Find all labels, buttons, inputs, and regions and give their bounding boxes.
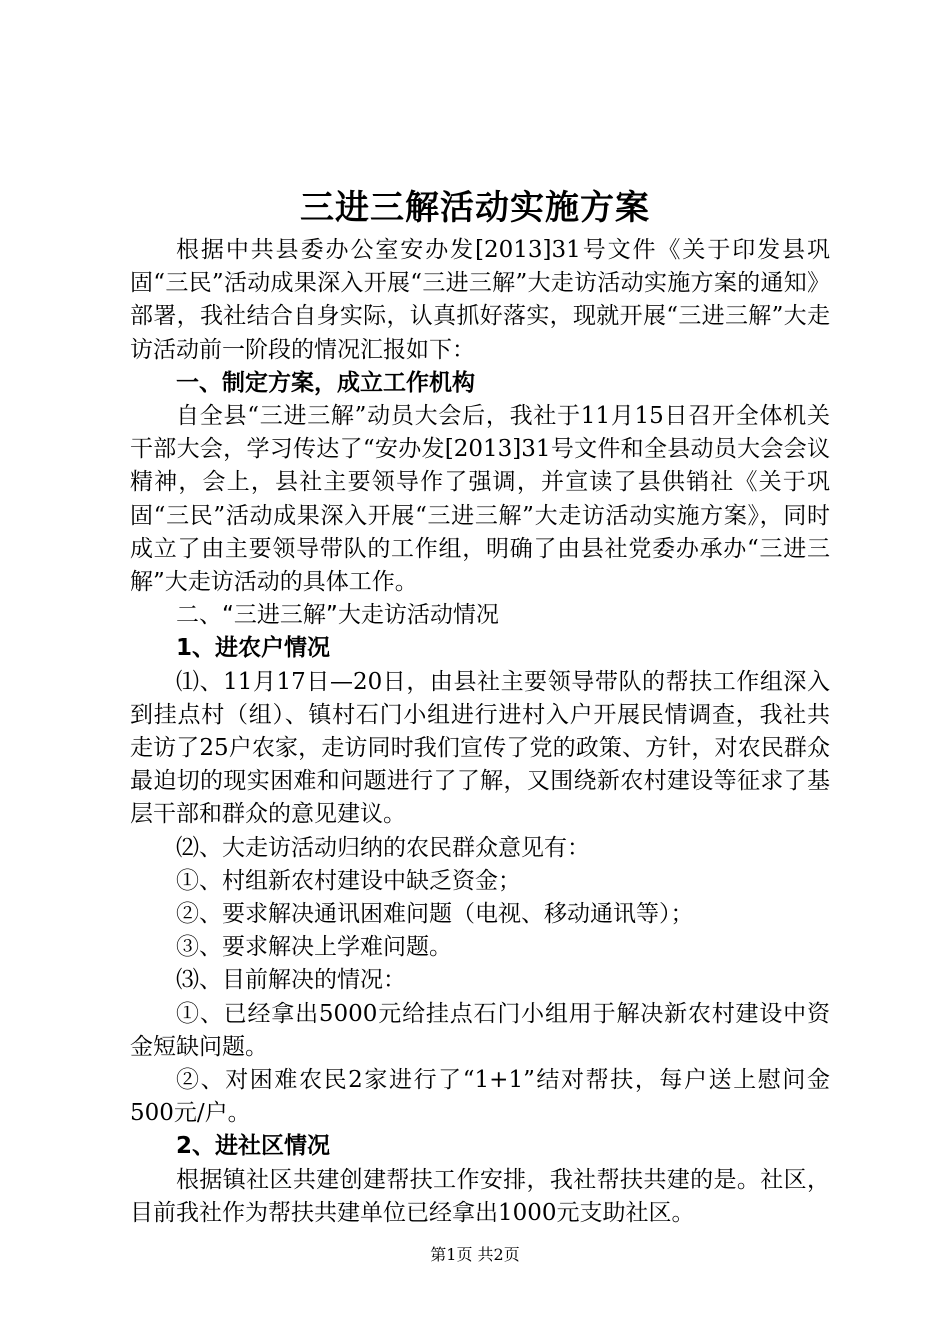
page-footer: 第1页 共2页 — [430, 1245, 520, 1264]
solution-item-1: ①、已经拿出5000元给挂点石门小组用于解决新农村建设中资金短缺问题。 — [130, 1000, 830, 1060]
community-paragraph: 根据镇社区共建创建帮扶工作安排，我社帮扶共建的是。社区，目前我社作为帮扶共建单位已经拿出1000元支助社区。 — [130, 1166, 830, 1226]
solution-item-2: ②、对困难农民2家进行了“1+1”结对帮扶，每户送上慰问金500元/户。 — [130, 1067, 830, 1127]
opinion-item-1: ①、村组新农村建设中缺乏资金； — [176, 867, 521, 894]
subsection-heading-farmers: 1、进农户情况 — [176, 635, 331, 662]
opinion-item-3: ③、要求解决上学难问题。 — [176, 934, 452, 961]
section-heading-2: 二、“三进三解”大走访活动情况 — [176, 602, 499, 629]
document-body — [130, 234, 830, 1230]
opinion-item-2: ②、要求解决通讯困难问题（电视、移动通讯等）； — [176, 901, 694, 928]
solutions-heading: ⑶、目前解决的情况： — [176, 967, 406, 994]
farmers-visit-paragraph: ⑴、11月17日—20日，由县社主要领导带队的帮扶工作组深入到挂点村（组）、镇村石门小组进行进村入户开展民情调查，我社共走访了25户农家，走访同时我们宣传了党的政策、方针，对农民群众最迫切的现实困难和问题进行了了解，又围绕新农村建设等征求了基层干部和群众的意见建议。 — [130, 668, 830, 828]
intro-paragraph: 根据中共县委办公室安办发[2013]31号文件《关于印发县巩固“三民”活动成果深入开展“三进三解”大走访活动实施方案的通知》部署，我社结合自身实际，认真抓好落实，现就开展“三进三解”大走访活动前一阶段的情况汇报如下： — [130, 237, 830, 363]
subsection-heading-community: 2、进社区情况 — [176, 1133, 331, 1160]
document-title: 三进三解活动实施方案 — [300, 188, 650, 228]
section-1-paragraph: 自全县“三进三解”动员大会后，我社于11月15日召开全体机关干部大会，学习传达了“安办发[2013]31号文件和全县动员大会会议精神，会上，县社主要领导作了强调，并宣读了县供销社《关于巩固“三民”活动成果深入开展“三进三解”大走访活动实施方案》，同时成立了由主要领导带队的工作组，明确了由县社党委办承办“三进三解”大走访活动的具体工作。 — [130, 403, 830, 596]
opinions-heading: ⑵、大走访活动归纳的农民群众意见有： — [176, 834, 590, 861]
section-heading-1: 一、制定方案，成立工作机构 — [176, 369, 475, 396]
